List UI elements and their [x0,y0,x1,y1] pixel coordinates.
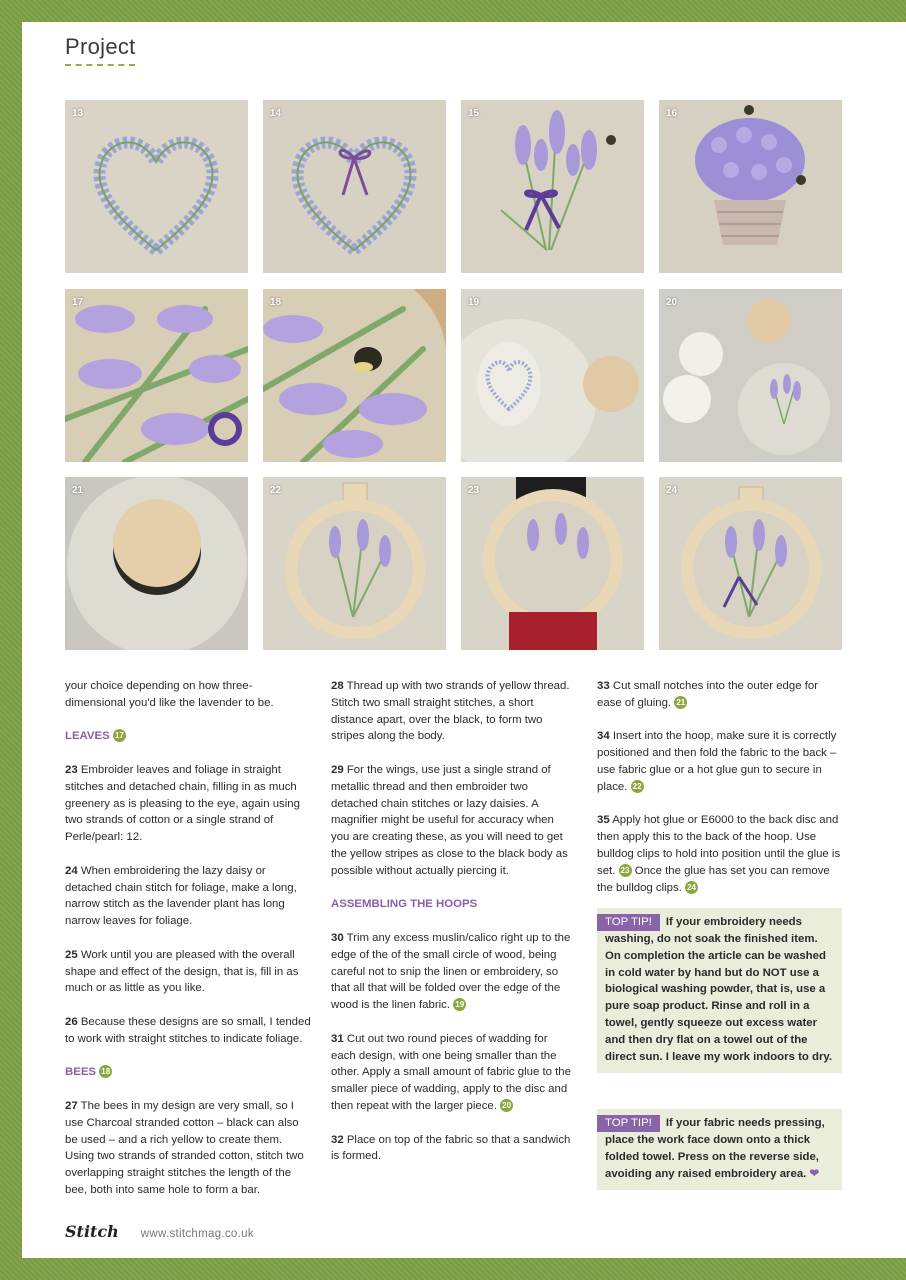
step-24: 24 When embroidering the lazy daisy or detached chain stitch for foliage, make a long, narrow stitch as the lavender plant has long narrow leaves for foliage. [65,864,297,928]
photo-24 [659,477,842,650]
step-34: 34 Insert into the hoop, make sure it is correctly positioned and then fold the fabric to the back – use fabric glue or a hot glue gun to secure in place. 22 [597,730,837,793]
step-ref-badge: 17 [113,729,126,742]
photo-15 [461,100,644,273]
photo-number: 14 [269,108,282,119]
heart-wreath-bow-image [263,100,446,273]
page [22,22,906,1258]
step-26: 26 Because these designs are so small, I tended to work with straight stitches to indicate foliage. [65,1015,311,1045]
photo-number: 23 [467,485,480,496]
step-27: 27 The bees in my design are very small, so I use Charcoal stranded cotton – black can also be used – and a rich yellow to create them. Using two strands of stranded cotton, stitch two overlapping straight stitches the length of the bee, both into same hole to form a bar. [65,1099,304,1196]
page-title: Project [65,34,136,59]
hoop-bulldog-clip-image [461,477,644,650]
stitch-logo: Stitch [65,1222,119,1241]
photo-number: 20 [665,297,678,308]
bee-closeup-image [263,289,446,462]
intro-text: your choice depending on how three-dimensional you'd like the lavender to be. [65,680,274,709]
leaves-closeup-image [65,289,248,462]
photo-number: 24 [665,485,678,496]
photo-grid [65,100,842,650]
step-33: 33 Cut small notches into the outer edge for ease of gluing. 21 [597,680,818,709]
title-underline [65,64,135,66]
photo-number: 22 [269,485,282,496]
text-column-3 [597,678,843,913]
photo-18 [263,289,446,462]
top-tip-label: TOP TIP! [597,1115,660,1132]
photo-number: 17 [71,297,84,308]
photo-16 [659,100,842,273]
finished-hoop-image [659,477,842,650]
wadding-discs-image [659,289,842,462]
photo-21 [65,477,248,650]
step-23: 23 Embroider leaves and foliage in straight stitches and detached chain, filling in as much greenery as is pleasing to the eye, again using two strands of cotton or a single strand of Perle/pearl: 12. [65,763,300,844]
step-25: 25 Work until you are pleased with the overall shape and effect of the design, that is, fill in as much or as little as you like. [65,948,299,995]
top-tip-washing [597,908,842,1073]
photo-17 [65,289,248,462]
top-tip-text: If your fabric needs pressing, place the work face down onto a thick folded towel. Press on the reverse side, avoiding any raised embroidery area. [605,1117,825,1180]
footer [65,1222,254,1241]
photo-22 [263,477,446,650]
notched-fabric-image [65,477,248,650]
top-tip-pressing [597,1109,842,1190]
photo-number: 16 [665,108,678,119]
photo-19 [461,289,644,462]
step-28: 28 Thread up with two strands of yellow thread. Stitch two small straight stitches, a short distance apart, over the black, to form two stripes along the body. [331,680,570,743]
photo-number: 19 [467,297,480,308]
photo-number: 18 [269,297,282,308]
step-32: 32 Place on top of the fabric so that a sandwich is formed. [331,1133,571,1163]
photo-14 [263,100,446,273]
top-tip-label: TOP TIP! [597,914,660,931]
heart-icon: ❤ [809,1167,820,1180]
photo-20 [659,289,842,462]
step-ref-badge: 20 [500,1099,513,1112]
photo-number: 15 [467,108,480,119]
lavender-basket-image [659,100,842,273]
step-ref-badge: 22 [631,780,644,793]
photo-number: 21 [71,485,84,496]
step-ref-badge: 24 [685,881,698,894]
step-ref-badge: 21 [674,696,687,709]
leaves-heading: LEAVES 17 [65,728,313,745]
step-ref-badge: 18 [99,1065,112,1078]
photo-23 [461,477,644,650]
lavender-bunch-image [461,100,644,273]
step-35: 35 Apply hot glue or E6000 to the back disc and then apply this to the back of the hoop. Use bulldog clips to hold into position until the glue is set. 23 Once the glue has set you can remove the bulldog clips. 24 [597,814,841,894]
step-ref-badge: 23 [619,864,632,877]
step-29: 29 For the wings, use just a single strand of metallic thread and then embroider two detached chain stitches or lazy daisies. A magnifier might be useful for accuracy when you are creating these, as you will need to get the yellow stripes as close to the black body as possible without actually piercing it. [331,763,568,877]
heart-wreath-image [65,100,248,273]
header [65,34,136,66]
text-column-2 [331,678,573,1182]
text-column-1 [65,678,313,1216]
hoop-image [263,477,446,650]
bees-heading: BEES 18 [65,1064,313,1081]
step-31: 31 Cut out two round pieces of wadding for each design, with one being smaller than the other. Apply a small amount of fabric glue to the smaller piece of wadding, apply to the disc and then repeat with the larger piece. 20 [331,1032,571,1112]
fabric-disc-image [461,289,644,462]
assembling-heading: ASSEMBLING THE HOOPS [331,898,478,911]
photo-number: 13 [71,108,84,119]
photo-13 [65,100,248,273]
step-ref-badge: 19 [453,998,466,1011]
step-30: 30 Trim any excess muslin/calico right up to the edge of the of the small circle of wood, being careful not to snip the linen or embroidery, so that all that will be folded over the edge of the wood is the linen fabric. 19 [331,931,571,1012]
top-tip-text: If your embroidery needs washing, do not soak the finished item. On completion the article can be washed in cold water by hand but do NOT use a biological washing powder, that is, use a pure soap product. Rinse and roll in a towel, gently squeeze out excess water and then dry flat on a towel out of the direct sun. I leave my work indoors to dry. [605,916,833,1063]
website-url: www.stitchmag.co.uk [140,1228,254,1240]
